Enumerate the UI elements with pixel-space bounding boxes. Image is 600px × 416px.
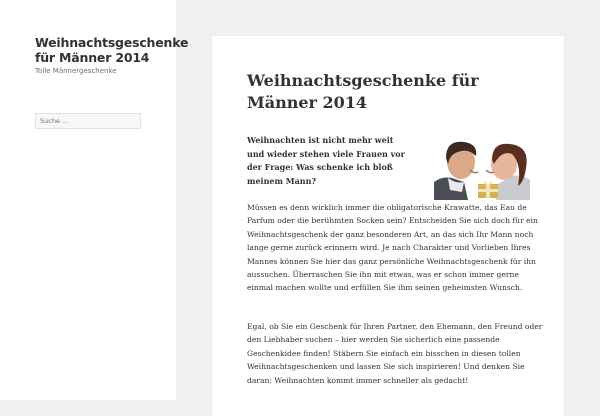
couple-image	[434, 134, 530, 200]
couple-photo	[434, 134, 530, 200]
post-paragraph-1: Müssen es denn wirklich immer die obligatorische Krawatte, das Eau de Parfum oder die berühmten Socken sein? Entscheiden Sie sich doch für ein Weihnachtsgeschenk der ganz besonderen Art, an das sich Ihr Mann noch lange gerne zurück erinnern wird. Je nach Charakter und Vorlieben Ihres Mannes können Sie hier das ganz persönliche Weihnachtsgeschenk für ihn aussuchen. Überraschen Sie ihn mit etwas, was er schon immer gerne einmal machen wollte und erfüllen Sie ihm seinen geheimsten Wunsch.	[247, 203, 538, 293]
search-input[interactable]	[35, 113, 141, 129]
sidebar	[0, 0, 189, 400]
site-tagline: Tolle Männergeschenke	[35, 67, 117, 75]
post-lead: Weihnachten ist nicht mehr weit und wieder stehen viele Frauen vor der Frage: Was schenke ich bloß meinem Mann?	[247, 135, 405, 186]
post-card	[212, 36, 564, 416]
post-title: Weihnachtsgeschenke für Männer 2014	[247, 71, 479, 112]
post-paragraph-2: Egal, ob Sie ein Geschenk für Ihren Partner, den Ehemann, den Freund oder den Liebhaber suchen – hier werden Sie sicherlich eine passende Geschenkidee finden! Stäbern Sie einfach ein bisschen in diesen tollen Weihnachtsgeschenken und lassen Sie sich inspirieren! Und denken Sie daran: Weihnachten kommt immer schneller als gedacht!	[247, 322, 543, 385]
site-title-link[interactable]: Weihnachtsgeschenke für Männer 2014	[35, 35, 189, 65]
